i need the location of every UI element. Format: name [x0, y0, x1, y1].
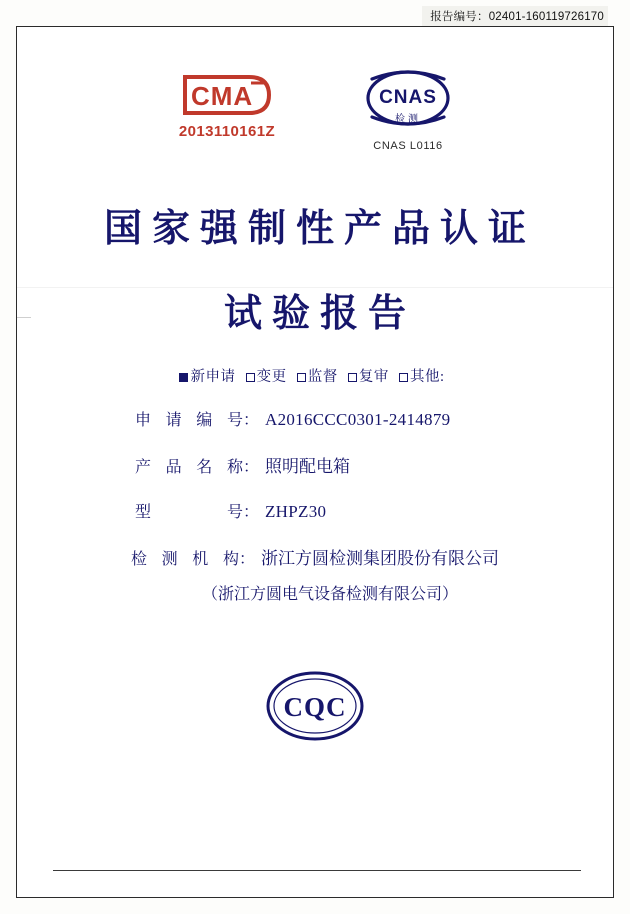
bottom-rule	[53, 870, 581, 871]
field-label-application-no: 申请编号	[134, 412, 243, 429]
svg-text:CQC: CQC	[283, 692, 347, 722]
cnas-code: CNAS L0116	[373, 140, 443, 152]
report-number	[422, 6, 608, 26]
application-type-label-1: 变更	[256, 369, 287, 385]
field-label-model: 型号	[134, 504, 243, 521]
report-number-value: 02401-160119726170	[488, 11, 604, 23]
application-type-option-1[interactable]	[246, 369, 287, 385]
field-row-product-name	[17, 452, 613, 477]
cma-code: 2013110161Z	[178, 123, 276, 140]
field-row-model	[17, 499, 613, 522]
field-value-product-name: 照明配电箱	[265, 457, 350, 476]
svg-text:检测: 检测	[395, 114, 421, 125]
application-type-label-2: 监督	[307, 369, 338, 385]
accreditation-logos	[17, 67, 613, 152]
application-type-option-3[interactable]	[348, 369, 389, 385]
checkbox-icon[interactable]	[348, 373, 357, 382]
checkbox-icon[interactable]	[399, 373, 408, 382]
report-number-bar	[0, 6, 630, 26]
cnas-icon	[352, 67, 464, 139]
field-value-test-organization: 浙江方圆检测集团股份有限公司	[261, 549, 499, 568]
field-colon-1: ：	[242, 459, 259, 476]
cqc-icon	[262, 667, 368, 745]
application-type-option-0[interactable]	[179, 369, 235, 385]
field-colon-0: ：	[242, 412, 259, 429]
application-type-row	[17, 365, 613, 386]
field-colon-2: ：	[242, 504, 259, 521]
field-value-application-no: A2016CCC0301-2414879	[265, 410, 451, 429]
field-row-application-no	[17, 407, 613, 430]
application-type-label-4: 其他:	[409, 369, 445, 385]
svg-text:CMA: CMA	[191, 81, 254, 111]
cqc-seal	[17, 667, 613, 745]
field-row-test-organization	[17, 544, 613, 569]
document-title-main: 国家强制性产品认证	[103, 208, 536, 250]
cma-icon	[181, 73, 273, 117]
svg-text:CNAS: CNAS	[379, 87, 437, 108]
application-type-option-4[interactable]	[399, 369, 445, 385]
checkbox-icon[interactable]	[297, 373, 306, 382]
field-colon-3: ：	[238, 551, 255, 568]
document-title-sub: 试验报告	[223, 293, 416, 335]
document-frame	[16, 26, 614, 898]
application-type-label-0: 新申请	[190, 369, 236, 385]
checkbox-icon[interactable]	[179, 373, 188, 382]
field-label-product-name: 产品名称	[134, 459, 243, 476]
field-value-model: ZHPZ30	[265, 502, 327, 521]
cma-logo-block	[157, 67, 297, 140]
test-organization-subline: （浙江方圆电气设备检测有限公司）	[201, 586, 458, 603]
application-type-option-2[interactable]	[297, 369, 338, 385]
report-number-label: 报告编号：	[430, 11, 489, 23]
checkbox-icon[interactable]	[246, 373, 255, 382]
field-list	[17, 407, 613, 624]
field-label-test-organization: 检测机构	[130, 551, 239, 568]
application-type-label-3: 复审	[358, 369, 389, 385]
cnas-logo-block	[343, 67, 473, 152]
